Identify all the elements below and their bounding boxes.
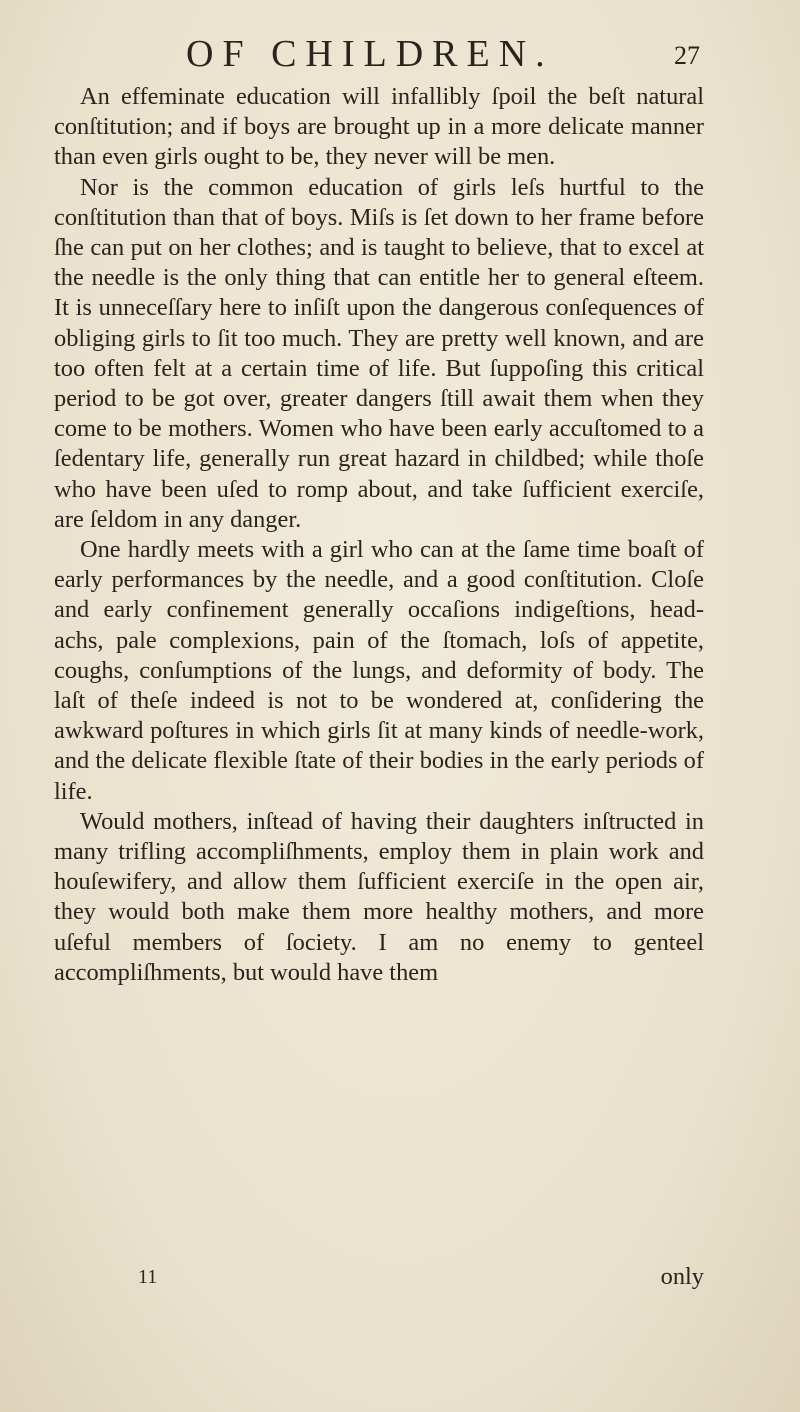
signature-mark: 11 <box>138 1266 158 1288</box>
running-head <box>100 30 700 78</box>
catchword: only <box>660 1263 704 1290</box>
body-text <box>54 82 704 988</box>
paragraph: An effeminate education will infallibly ſpoil the beſt natural conſtitution; and if boys are brought up in a more delicate manner than even girls ought to be, they never will be men. <box>54 83 704 171</box>
paragraph: One hardly meets with a girl who can at the ſame time boaſt of early performances by the needle, and a good conſtitution. Cloſe and early confinement generally occaſions indigeſtions, head-achs, pale complexions, pain of the ſtomach, loſs of appetite, coughs, conſumptions of the lungs, and deformity of body. The laſt of theſe indeed is not to be wondered at, conſidering the awkward poſtures in which girls ſit at many kinds of needle-work, and the delicate flexible ſtate of their bodies in the early periods of life. <box>54 536 704 805</box>
paragraph: Nor is the common education of girls leſs hurtful to the conſtitution than that of boys. Miſs is ſet down to her frame before ſhe can put on her clothes; and is taught to believe, that to excel at the needle is the only thing that can entitle her to general eſteem. It is unneceſſary here to inſiſt upon the dangerous conſequences of obliging girls to ſit too much. They are pretty well known, and are too often felt at a certain time of life. But ſuppoſing this critical period to be got over, greater dangers ſtill await them when they come to be mothers. Women who have been early accuſtomed to a ſedentary life, generally run great hazard in childbed; while thoſe who have been uſed to romp about, and take ſufficient exerciſe, are ſeldom in any danger. <box>54 173 704 533</box>
running-title: OF CHILDREN. <box>186 33 554 75</box>
page-footer <box>54 1260 704 1294</box>
page-number: 27 <box>674 41 700 70</box>
paragraph: Would mothers, inſtead of having their daughters inſtructed in many trifling accompliſhments, employ them in plain work and houſewifery, and allow them ſufficient exerciſe in the open air, they would both make them more healthy mothers, and more uſeful members of ſociety. I am no enemy to genteel accompliſhments, but would have them <box>54 807 704 986</box>
